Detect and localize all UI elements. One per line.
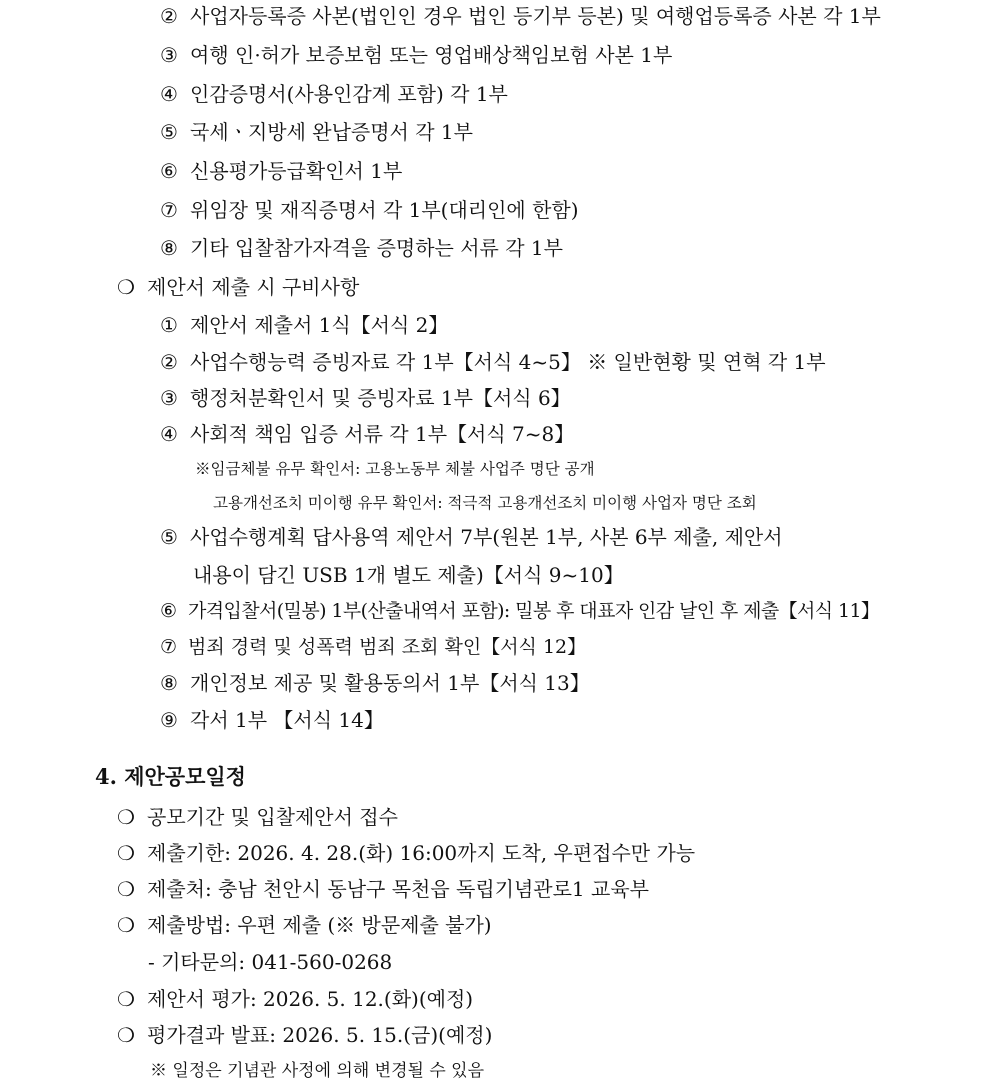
proposal-item-8 bbox=[160, 668, 590, 698]
docs-item-8 bbox=[160, 233, 563, 263]
proposal-item-1 bbox=[160, 310, 448, 340]
docs-item-6 bbox=[160, 156, 402, 186]
item-number: ⑧ bbox=[160, 671, 178, 695]
item-text: 가격입찰서(밀봉) 1부(산출내역서 포함): 밀봉 후 대표자 인감 날인 후 제출【서식 11】 bbox=[188, 600, 880, 622]
item-text: 개인정보 제공 및 활용동의서 1부【서식 13】 bbox=[190, 671, 590, 695]
item-text: 여행 인·허가 보증보험 또는 영업배상책임보험 사본 1부 bbox=[190, 43, 673, 67]
bullet-icon: ❍ bbox=[117, 841, 135, 865]
bullet-icon: ❍ bbox=[117, 987, 135, 1011]
proposal-section-title bbox=[117, 272, 359, 302]
employment-note: 고용개선조치 미이행 유무 확인서: 적극적 고용개선조치 미이행 사업자 명단 조회 bbox=[213, 494, 757, 512]
item-text: 기타 입찰참가자격을 증명하는 서류 각 1부 bbox=[190, 236, 563, 260]
item-number: ④ bbox=[160, 82, 178, 106]
item-text: 제출기한: 2026. 4. 28.(화) 16:00까지 도착, 우편접수만 가능 bbox=[147, 841, 696, 865]
proposal-item-5 bbox=[160, 522, 783, 552]
schedule-item-5 bbox=[117, 984, 473, 1014]
docs-item-3 bbox=[160, 40, 672, 70]
docs-item-5 bbox=[160, 117, 473, 147]
item-number: ⑦ bbox=[160, 636, 178, 658]
schedule-heading: 4. 제안공모일정 bbox=[95, 764, 246, 789]
proposal-item-3 bbox=[160, 383, 571, 413]
item-text: 국세ㆍ지방세 완납증명서 각 1부 bbox=[190, 120, 473, 144]
docs-item-4 bbox=[160, 79, 508, 109]
item-text: 평가결과 발표: 2026. 5. 15.(금)(예정) bbox=[147, 1023, 493, 1047]
schedule-item-2 bbox=[117, 838, 695, 868]
item-text: 사업자등록증 사본(법인인 경우 법인 등기부 등본) 및 여행업등록증 사본 각 1부 bbox=[190, 4, 881, 28]
bullet-icon: ❍ bbox=[117, 877, 135, 901]
item-text: 제안서 평가: 2026. 5. 12.(화)(예정) bbox=[147, 987, 474, 1011]
schedule-item-3 bbox=[117, 874, 649, 904]
item-text: 위임장 및 재직증명서 각 1부(대리인에 한함) bbox=[190, 198, 579, 222]
docs-item-7 bbox=[160, 195, 579, 225]
item-text: 제출방법: 우편 제출 (※ 방문제출 불가) bbox=[147, 913, 492, 937]
proposal-item-9 bbox=[160, 705, 384, 735]
bullet-icon: ❍ bbox=[117, 1023, 135, 1047]
bullet-icon: ❍ bbox=[117, 805, 135, 829]
item-number: ⑧ bbox=[160, 236, 178, 260]
item-number: ⑦ bbox=[160, 198, 178, 222]
item-text: 범죄 경력 및 성폭력 범죄 조회 확인【서식 12】 bbox=[188, 636, 587, 658]
proposal-item-2 bbox=[160, 347, 826, 377]
schedule-footnote: ※ 일정은 기념관 사정에 의해 변경될 수 있음 bbox=[150, 1061, 485, 1081]
schedule-contact: - 기타문의: 041-560-0268 bbox=[148, 950, 393, 974]
item-number: ① bbox=[160, 313, 178, 337]
item-number: ⑤ bbox=[160, 120, 178, 144]
item-number: ④ bbox=[160, 422, 178, 446]
item-text: 행정처분확인서 및 증빙자료 1부【서식 6】 bbox=[190, 386, 571, 410]
item-number: ⑤ bbox=[160, 525, 178, 549]
item-number: ② bbox=[160, 350, 178, 374]
wage-arrears-note: ※임금체불 유무 확인서: 고용노동부 체불 사업주 명단 공개 bbox=[195, 460, 595, 478]
item-number: ⑥ bbox=[160, 159, 178, 183]
item-text: 제안서 제출서 1식【서식 2】 bbox=[190, 313, 449, 337]
item-text: 사회적 책임 입증 서류 각 1부【서식 7~8】 bbox=[190, 422, 575, 446]
item-text: 신용평가등급확인서 1부 bbox=[190, 159, 403, 183]
proposal-item-6 bbox=[160, 596, 879, 626]
bullet-icon: ❍ bbox=[117, 275, 135, 299]
proposal-item-5-continued: 내용이 담긴 USB 1개 별도 제출)【서식 9~10】 bbox=[193, 563, 624, 587]
item-number: ⑥ bbox=[160, 600, 177, 622]
item-text: 인감증명서(사용인감계 포함) 각 1부 bbox=[190, 82, 508, 106]
bullet-icon: ❍ bbox=[117, 913, 135, 937]
item-text: 각서 1부 【서식 14】 bbox=[190, 708, 384, 732]
item-number: ③ bbox=[160, 386, 178, 410]
item-text: 제출처: 충남 천안시 동남구 목천읍 독립기념관로1 교육부 bbox=[147, 877, 649, 901]
section-title: 제안서 제출 시 구비사항 bbox=[147, 275, 360, 299]
proposal-item-7 bbox=[160, 632, 586, 662]
item-number: ③ bbox=[160, 43, 178, 67]
proposal-item-4 bbox=[160, 419, 574, 449]
item-number: ⑨ bbox=[160, 708, 178, 732]
item-number: ② bbox=[160, 4, 178, 28]
schedule-item-1 bbox=[117, 802, 398, 832]
item-text: 사업수행능력 증빙자료 각 1부【서식 4~5】 ※ 일반현황 및 연혁 각 1부 bbox=[190, 350, 826, 374]
schedule-item-6 bbox=[117, 1020, 492, 1050]
item-text: 사업수행계획 답사용역 제안서 7부(원본 1부, 사본 6부 제출, 제안서 bbox=[190, 525, 783, 549]
docs-item-2 bbox=[160, 1, 881, 31]
item-text: 공모기간 및 입찰제안서 접수 bbox=[147, 805, 398, 829]
schedule-item-4 bbox=[117, 910, 492, 940]
